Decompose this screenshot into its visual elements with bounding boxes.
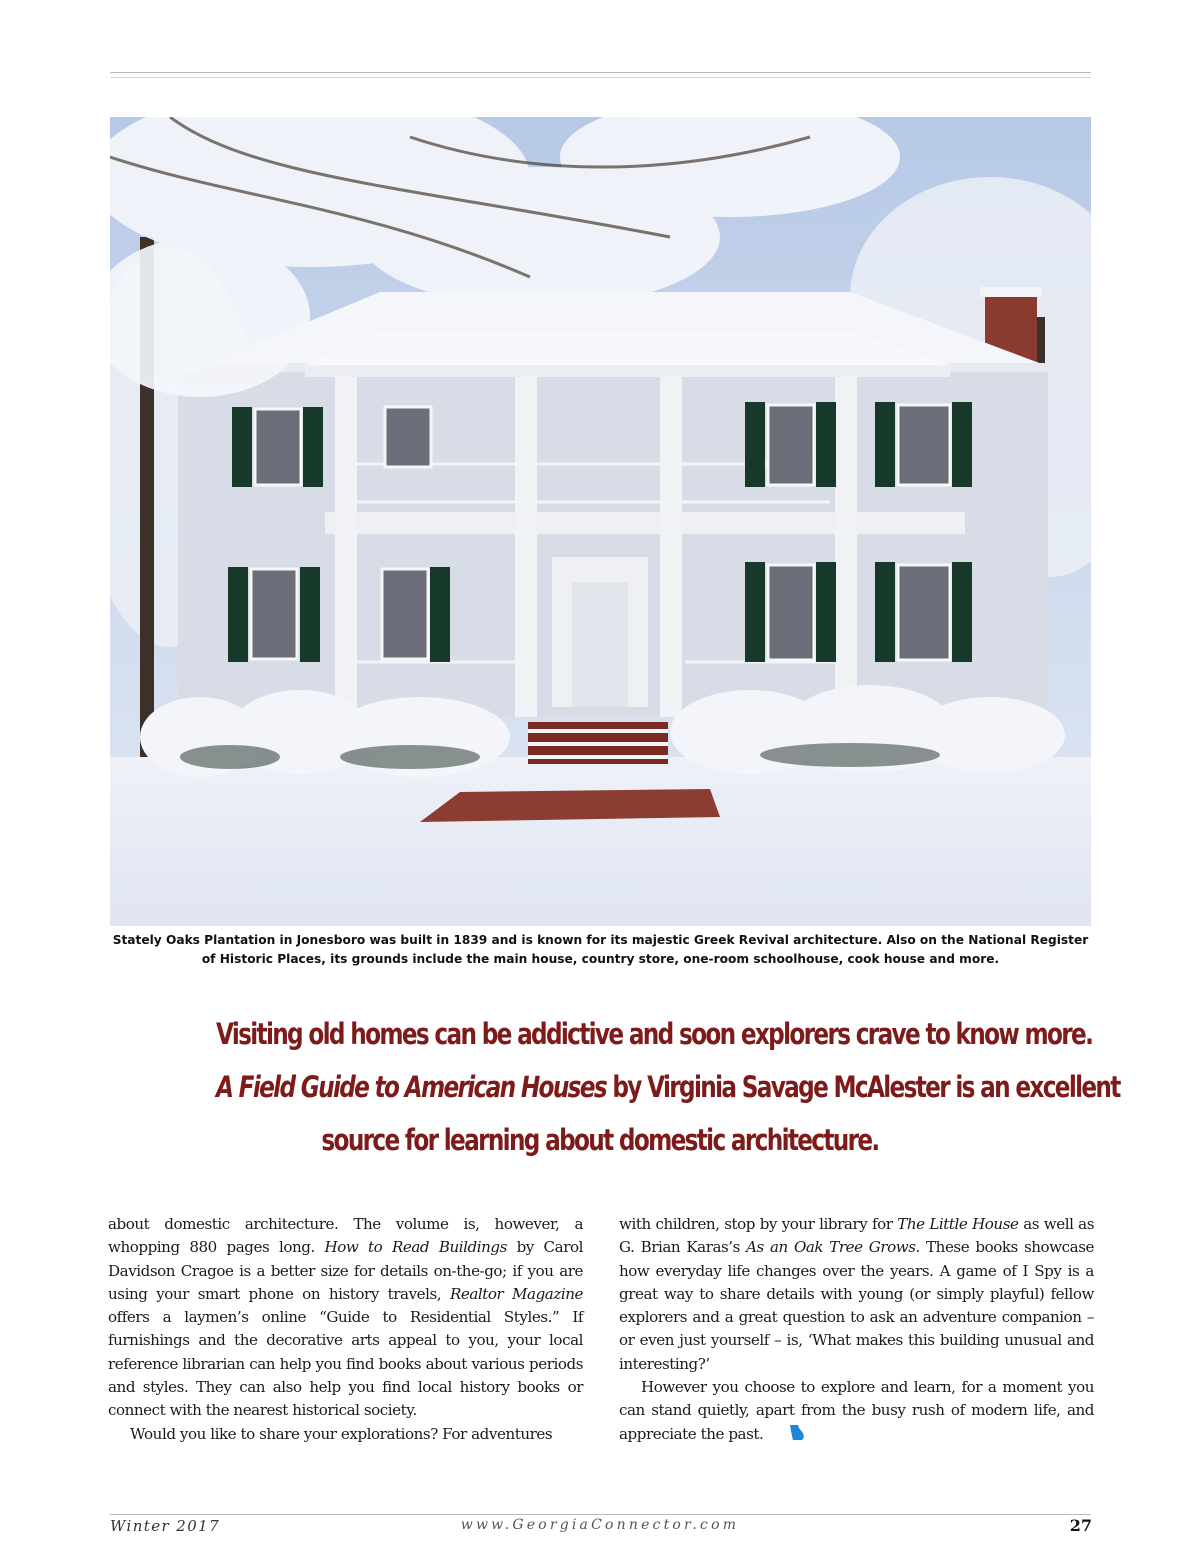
footer-rule bbox=[110, 1514, 1091, 1515]
right-paragraph-1 bbox=[619, 1213, 1094, 1376]
page-number: 27 bbox=[1069, 1516, 1092, 1535]
website-link[interactable]: www.GeorgiaConnector.com bbox=[460, 1517, 740, 1533]
top-rule bbox=[110, 72, 1091, 73]
pull-quote-line-3: source for learning about domestic architecture. bbox=[321, 1123, 879, 1157]
text-run: offers a laymen’s online “Guide to Residential Styles.” If furnishings and the decorative arts appeal to you, your local reference librarian can help you find books about various periods and styles. They can also help you find local history books or connect with the nearest historical society. bbox=[108, 1308, 583, 1420]
pull-quote-line-1: Visiting old homes can be addictive and soon explorers crave to know more. bbox=[216, 1017, 1093, 1051]
left-paragraph-2: Would you like to share your explorations? For adventures bbox=[130, 1424, 553, 1443]
text-run: as well as G. Brian Karas’s bbox=[619, 1215, 1094, 1257]
pull-quote-line-2 bbox=[216, 1061, 1120, 1114]
text-run: These books showcase how everyday life changes over the years. A game of I Spy is a great way to share details with young (or simply playful) fellow explorers and a great question to ask an adventure companion – or even just yourself – is, ‘What makes this building unusual and interesting?’ bbox=[619, 1238, 1094, 1373]
text-run: by Carol Davidson Cragoe is a better size for details on-the-go; if you are using your smart phone on history travels, bbox=[108, 1238, 583, 1303]
book-title: How to Read Buildings bbox=[324, 1238, 507, 1257]
text-run: However you choose to explore and learn, for a moment you can stand quietly, apart from the busy rush of modern life, and appreciate the past. bbox=[619, 1378, 1094, 1443]
magazine-title: Realtor Magazine bbox=[449, 1284, 583, 1303]
caption-line-1: Stately Oaks Plantation in Jonesboro was built in 1839 and is known for its majestic Greek Revival architecture. Also on the National Register bbox=[112, 933, 1089, 947]
article-column-right bbox=[619, 1213, 1094, 1448]
book-title: A Field Guide to American Houses bbox=[216, 1070, 606, 1104]
pull-quote bbox=[216, 1008, 1120, 1167]
text-run: with children, stop by your library for bbox=[619, 1215, 898, 1233]
right-paragraph-2 bbox=[619, 1376, 1094, 1448]
pull-quote-line-2-rest: by Virginia Savage McAlester is an excellent bbox=[605, 1070, 1120, 1104]
book-title: As an Oak Tree Grows. bbox=[746, 1238, 920, 1257]
caption-line-2: of Historic Places, its grounds include the main house, country store, one-room schoolhouse, cook house and more. bbox=[201, 952, 1000, 966]
text-run: about domestic architecture. The volume is, however, a whopping 880 pages long. bbox=[108, 1215, 583, 1257]
article-column-left bbox=[108, 1213, 583, 1446]
georgia-state-icon bbox=[767, 1424, 805, 1448]
top-rule-secondary bbox=[110, 77, 1091, 78]
left-paragraph-1 bbox=[108, 1213, 583, 1423]
photo-caption bbox=[110, 931, 1091, 969]
issue-label: Winter 2017 bbox=[110, 1517, 221, 1535]
house-photo bbox=[110, 117, 1091, 926]
book-title: The Little House bbox=[897, 1215, 1019, 1233]
